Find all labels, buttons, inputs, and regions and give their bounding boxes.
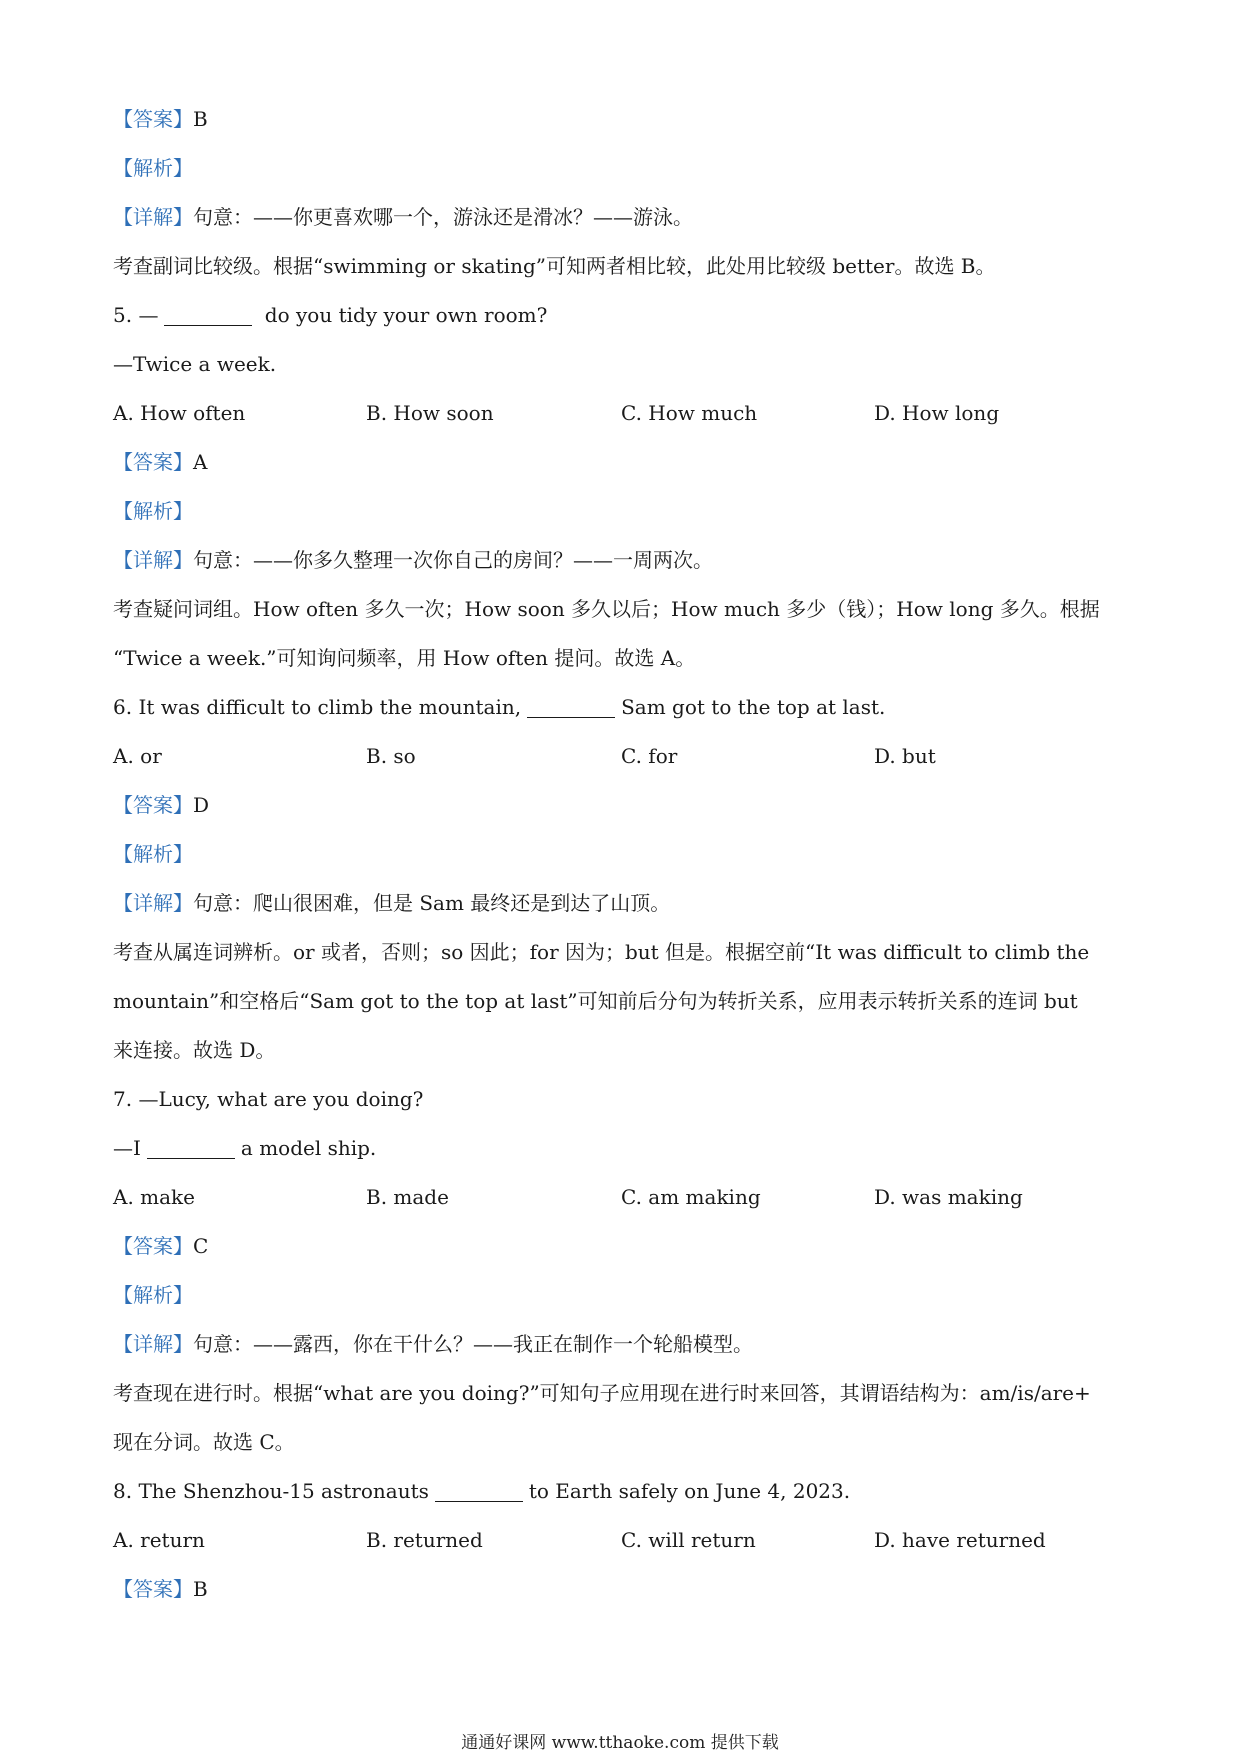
answer-line xyxy=(113,98,1133,147)
detail-line xyxy=(113,882,1133,931)
explanation-line xyxy=(113,637,1133,686)
analysis-tag: 【解析】 xyxy=(113,156,193,180)
reply-text: —I xyxy=(113,1136,141,1160)
analysis-tag: 【解析】 xyxy=(113,1283,193,1307)
question-text: Sam got to the top at last. xyxy=(621,695,886,719)
answer-blank xyxy=(435,1475,523,1502)
option-b: B. made xyxy=(366,1185,449,1209)
question-text: 6. It was difficult to climb the mountain, xyxy=(113,695,522,719)
question-5 xyxy=(113,294,1133,343)
detail-line xyxy=(113,539,1133,588)
explanation-text: mountain”和空格后“Sam got to the top at last”可知前后分句为转折关系，应用表示转折关系的连词 but xyxy=(113,989,1078,1013)
explanation-line xyxy=(113,1029,1133,1078)
answer-blank xyxy=(527,691,615,718)
answer-value: C xyxy=(193,1234,209,1258)
option-b: B. How soon xyxy=(366,401,494,425)
answer-tag: 【答案】 xyxy=(113,450,193,474)
option-d: D. but xyxy=(874,744,936,768)
detail-text: 句意：——你多久整理一次你自己的房间？——一周两次。 xyxy=(193,548,713,572)
option-a: A. return xyxy=(113,1528,205,1552)
answer-line xyxy=(113,784,1133,833)
detail-text: 句意：——你更喜欢哪一个，游泳还是滑冰？——游泳。 xyxy=(193,205,693,229)
explanation-text: “Twice a week.”可知询问频率，用 How often 提问。故选 A。 xyxy=(113,646,696,670)
question-text: to Earth safely on June 4, 2023. xyxy=(528,1479,851,1503)
answer-tag: 【答案】 xyxy=(113,107,193,131)
question-7-reply xyxy=(113,1127,1133,1176)
answer-blank xyxy=(147,1132,235,1159)
question-5-reply xyxy=(113,343,1133,392)
option-a: A. or xyxy=(113,744,162,768)
explanation-line xyxy=(113,588,1133,637)
question-7-options xyxy=(113,1176,1133,1225)
detail-tag: 【详解】 xyxy=(113,891,193,915)
detail-line xyxy=(113,1323,1133,1372)
analysis-tag: 【解析】 xyxy=(113,842,193,866)
option-c: C. How much xyxy=(621,401,758,425)
explanation-line xyxy=(113,1372,1133,1421)
analysis-line xyxy=(113,1274,1133,1323)
explanation-text: 来连接。故选 D。 xyxy=(113,1038,276,1062)
detail-tag: 【详解】 xyxy=(113,548,193,572)
option-c: C. will return xyxy=(621,1528,756,1552)
question-8 xyxy=(113,1470,1133,1519)
answer-value: B xyxy=(193,107,208,131)
question-6 xyxy=(113,686,1133,735)
explanation-line xyxy=(113,1421,1133,1470)
question-5-options xyxy=(113,392,1133,441)
detail-tag: 【详解】 xyxy=(113,205,193,229)
option-c: C. for xyxy=(621,744,678,768)
option-d: D. have returned xyxy=(874,1528,1046,1552)
explanation-text: 考查疑问词组。How often 多久一次；How soon 多久以后；How much 多少（钱）；How long 多久。根据 xyxy=(113,597,1100,621)
question-text: do you tidy your own room? xyxy=(258,303,548,327)
answer-line xyxy=(113,441,1133,490)
analysis-tag: 【解析】 xyxy=(113,499,193,523)
question-8-options xyxy=(113,1519,1133,1568)
option-c: C. am making xyxy=(621,1185,761,1209)
detail-line xyxy=(113,196,1133,245)
analysis-line xyxy=(113,490,1133,539)
answer-tag: 【答案】 xyxy=(113,1234,193,1258)
option-a: A. How often xyxy=(113,401,246,425)
option-d: D. How long xyxy=(874,401,1000,425)
explanation-line xyxy=(113,245,1133,294)
answer-line xyxy=(113,1225,1133,1274)
reply-text: a model ship. xyxy=(240,1136,377,1160)
document-page xyxy=(113,98,1133,1617)
question-7 xyxy=(113,1078,1133,1127)
answer-line xyxy=(113,1568,1133,1617)
question-text: 8. The Shenzhou-15 astronauts xyxy=(113,1479,429,1503)
question-6-options xyxy=(113,735,1133,784)
analysis-line xyxy=(113,147,1133,196)
answer-value: A xyxy=(193,450,208,474)
answer-blank xyxy=(164,299,252,326)
option-b: B. so xyxy=(366,744,416,768)
explanation-text: 现在分词。故选 C。 xyxy=(113,1430,295,1454)
explanation-text: 考查现在进行时。根据“what are you doing?”可知句子应用现在进行时来回答，其谓语结构为：am/is/are+ xyxy=(113,1381,1091,1405)
reply-text: —Twice a week. xyxy=(113,352,277,376)
explanation-text: 考查从属连词辨析。or 或者，否则；so 因此；for 因为；but 但是。根据空前“It was difficult to climb the xyxy=(113,940,1090,964)
explanation-line xyxy=(113,980,1133,1029)
option-a: A. make xyxy=(113,1185,196,1209)
option-d: D. was making xyxy=(874,1185,1023,1209)
answer-value: D xyxy=(193,793,210,817)
question-text: 5. — xyxy=(113,303,159,327)
question-text: 7. —Lucy, what are you doing? xyxy=(113,1087,424,1111)
detail-text: 句意：——露西，你在干什么？——我正在制作一个轮船模型。 xyxy=(193,1332,753,1356)
detail-tag: 【详解】 xyxy=(113,1332,193,1356)
option-b: B. returned xyxy=(366,1528,483,1552)
explanation-line xyxy=(113,931,1133,980)
detail-text: 句意：爬山很困难，但是 Sam 最终还是到达了山顶。 xyxy=(193,891,671,915)
analysis-line xyxy=(113,833,1133,882)
answer-value: B xyxy=(193,1577,208,1601)
page-footer: 通通好课网 www.tthaoke.com 提供下载 xyxy=(461,1733,779,1753)
answer-tag: 【答案】 xyxy=(113,793,193,817)
answer-tag: 【答案】 xyxy=(113,1577,193,1601)
explanation-text: 考查副词比较级。根据“swimming or skating”可知两者相比较，此处用比较级 better。故选 B。 xyxy=(113,254,996,278)
